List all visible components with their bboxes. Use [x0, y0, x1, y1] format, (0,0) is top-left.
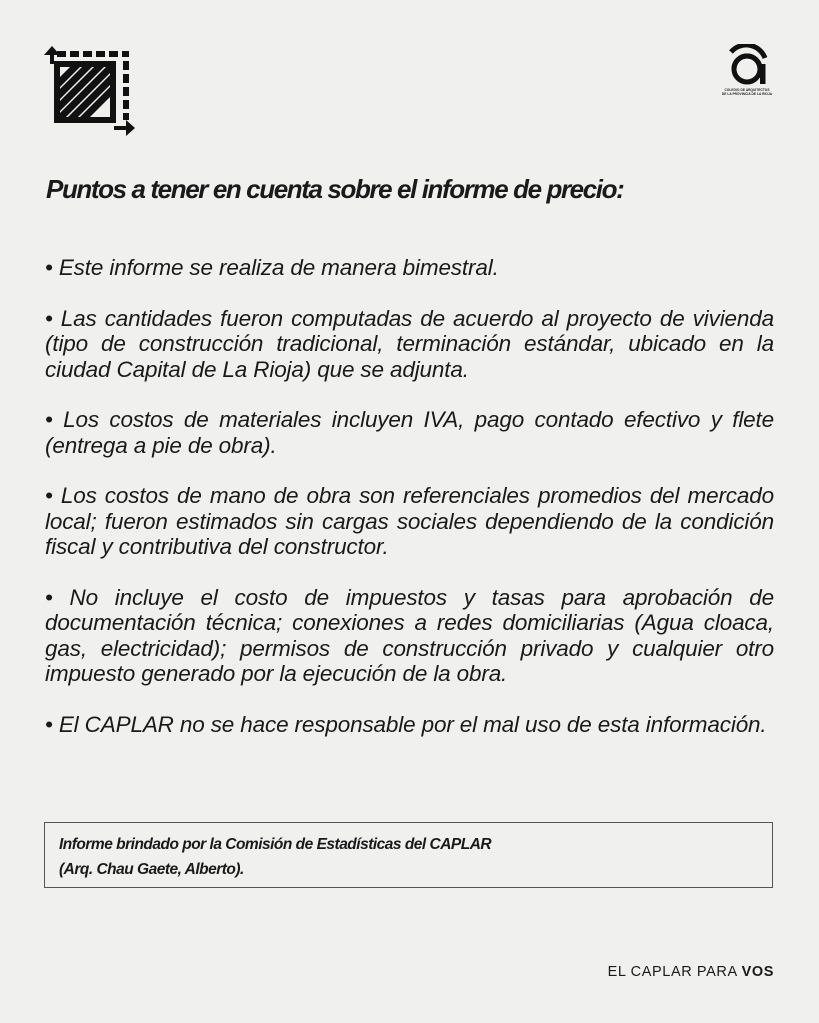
- credit-line-1: Informe brindado por la Comisión de Estadísticas del CAPLAR: [59, 836, 492, 853]
- caplar-logo: [716, 44, 778, 104]
- footer-tagline-emphasis: VOS: [741, 964, 774, 980]
- point-item-3: • Los costos de materiales incluyen IVA, pago contado efectivo y flete (entrega a pie de obra).: [45, 407, 774, 458]
- point-item-1: • Este informe se realiza de manera bimestral.: [45, 255, 499, 280]
- point-item-2: • Las cantidades fueron computadas de acuerdo al proyecto de vivienda (tipo de construcción tradicional, terminación estándar, ubicado en la ciudad Capital de La Rioja) que se adjunta.: [45, 305, 774, 382]
- brand-caption-line1: COLEGIO DE ARQUITECTOS: [724, 88, 770, 92]
- point-item-4: • Los costos de mano de obra son referenciales promedios del mercado local; fueron estimados sin cargas sociales dependiendo de la condición fiscal y contributiva del constructor.: [45, 483, 774, 559]
- page-title: Puntos a tener en cuenta sobre el informe de precio:: [46, 174, 624, 204]
- credit-box: [44, 822, 773, 888]
- point-item-5: • No incluye el costo de impuestos y tasas para aprobación de documentación técnica; conexiones a redes domiciliarias (Agua cloaca, gas, electricidad); permisos de construcción privado y cualquier otro impuesto generado por la ejecución de la obra.: [45, 584, 774, 686]
- caplar-a-logo-icon: [725, 44, 769, 88]
- brand-caption-line2: DE LA PROVINCIA DE LA RIOJA: [721, 92, 773, 96]
- footer-tagline: [608, 964, 774, 980]
- credit-line-2: (Arq. Chau Gaete, Alberto).: [59, 861, 244, 878]
- point-item-6: • El CAPLAR no se hace responsable por el mal uso de esta información.: [45, 711, 767, 737]
- footer-tagline-prefix: EL CAPLAR PARA: [607, 964, 742, 980]
- hatched-square-resize-icon: [44, 44, 136, 136]
- points-list: [45, 255, 774, 762]
